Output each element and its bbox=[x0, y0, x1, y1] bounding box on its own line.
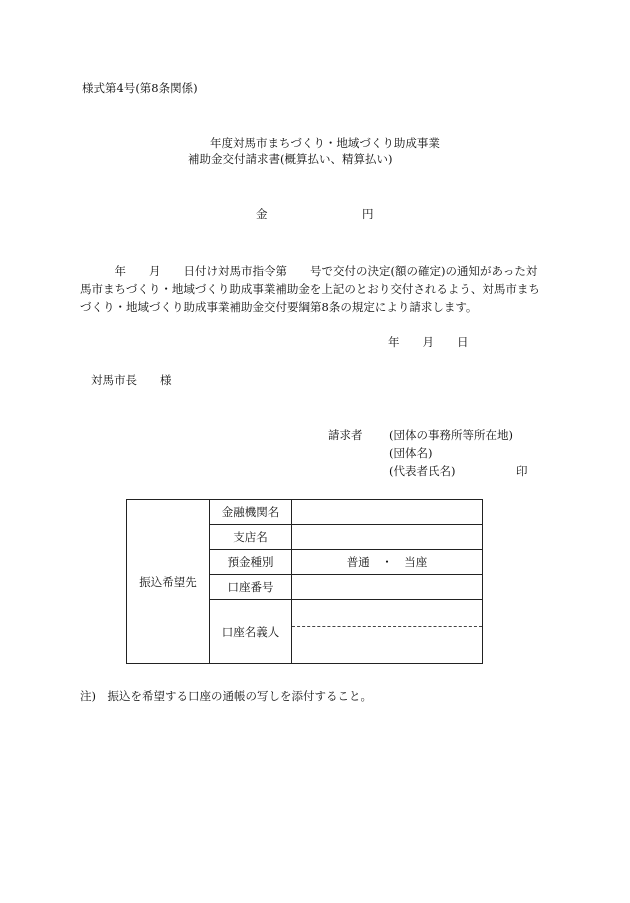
requester-organization-label: (団体名) bbox=[389, 446, 433, 460]
attachment-note: 注) 振込を希望する口座の通帳の写しを添付すること。 bbox=[80, 689, 372, 703]
body-line-1: 年 月 日付け対馬市指令第 号で交付の決定(額の確定)の通知があった対 bbox=[80, 264, 538, 278]
form-number-label: 様式第4号(第8条関係) bbox=[82, 81, 198, 95]
account-number-field[interactable] bbox=[292, 575, 483, 600]
requester-representative-label: (代表者氏名) bbox=[389, 464, 456, 478]
account-number-label: 口座番号 bbox=[210, 575, 292, 600]
table-row bbox=[127, 500, 483, 525]
account-type-label: 預金種別 bbox=[210, 550, 292, 575]
transfer-destination-label: 振込希望先 bbox=[127, 500, 210, 664]
branch-name-field[interactable] bbox=[292, 525, 483, 550]
date-line: 年 月 日 bbox=[388, 335, 469, 349]
account-type-options[interactable]: 普通 ・ 当座 bbox=[292, 550, 483, 575]
requester-address-label: (団体の事務所等所在地) bbox=[389, 428, 513, 442]
addressee: 対馬市長 様 bbox=[91, 373, 172, 387]
bank-name-label: 金融機関名 bbox=[210, 500, 292, 525]
account-holder-field-area bbox=[292, 600, 482, 663]
account-holder-field[interactable] bbox=[292, 600, 483, 664]
furigana-divider bbox=[292, 626, 482, 627]
amount-unit: 円 bbox=[362, 207, 374, 221]
body-line-2: 馬市まちづくり・地域づくり助成事業補助金を上記のとおり交付されるよう、対馬市まち bbox=[80, 282, 540, 296]
amount-label: 金 bbox=[256, 207, 268, 221]
seal-mark: 印 bbox=[516, 464, 528, 478]
bank-name-field[interactable] bbox=[292, 500, 483, 525]
requester-label: 請求者 bbox=[328, 428, 363, 442]
body-line-3: づくり・地域づくり助成事業補助金交付要綱第8条の規定により請求します。 bbox=[80, 300, 478, 314]
request-body-text bbox=[80, 262, 552, 316]
document-title-line-1: 年度対馬市まちづくり・地域づくり助成事業 bbox=[210, 136, 440, 150]
account-holder-label: 口座名義人 bbox=[210, 600, 292, 664]
branch-name-label: 支店名 bbox=[210, 525, 292, 550]
document-title-line-2: 補助金交付請求書(概算払い、精算払い) bbox=[188, 152, 393, 166]
bank-transfer-table bbox=[126, 499, 483, 664]
